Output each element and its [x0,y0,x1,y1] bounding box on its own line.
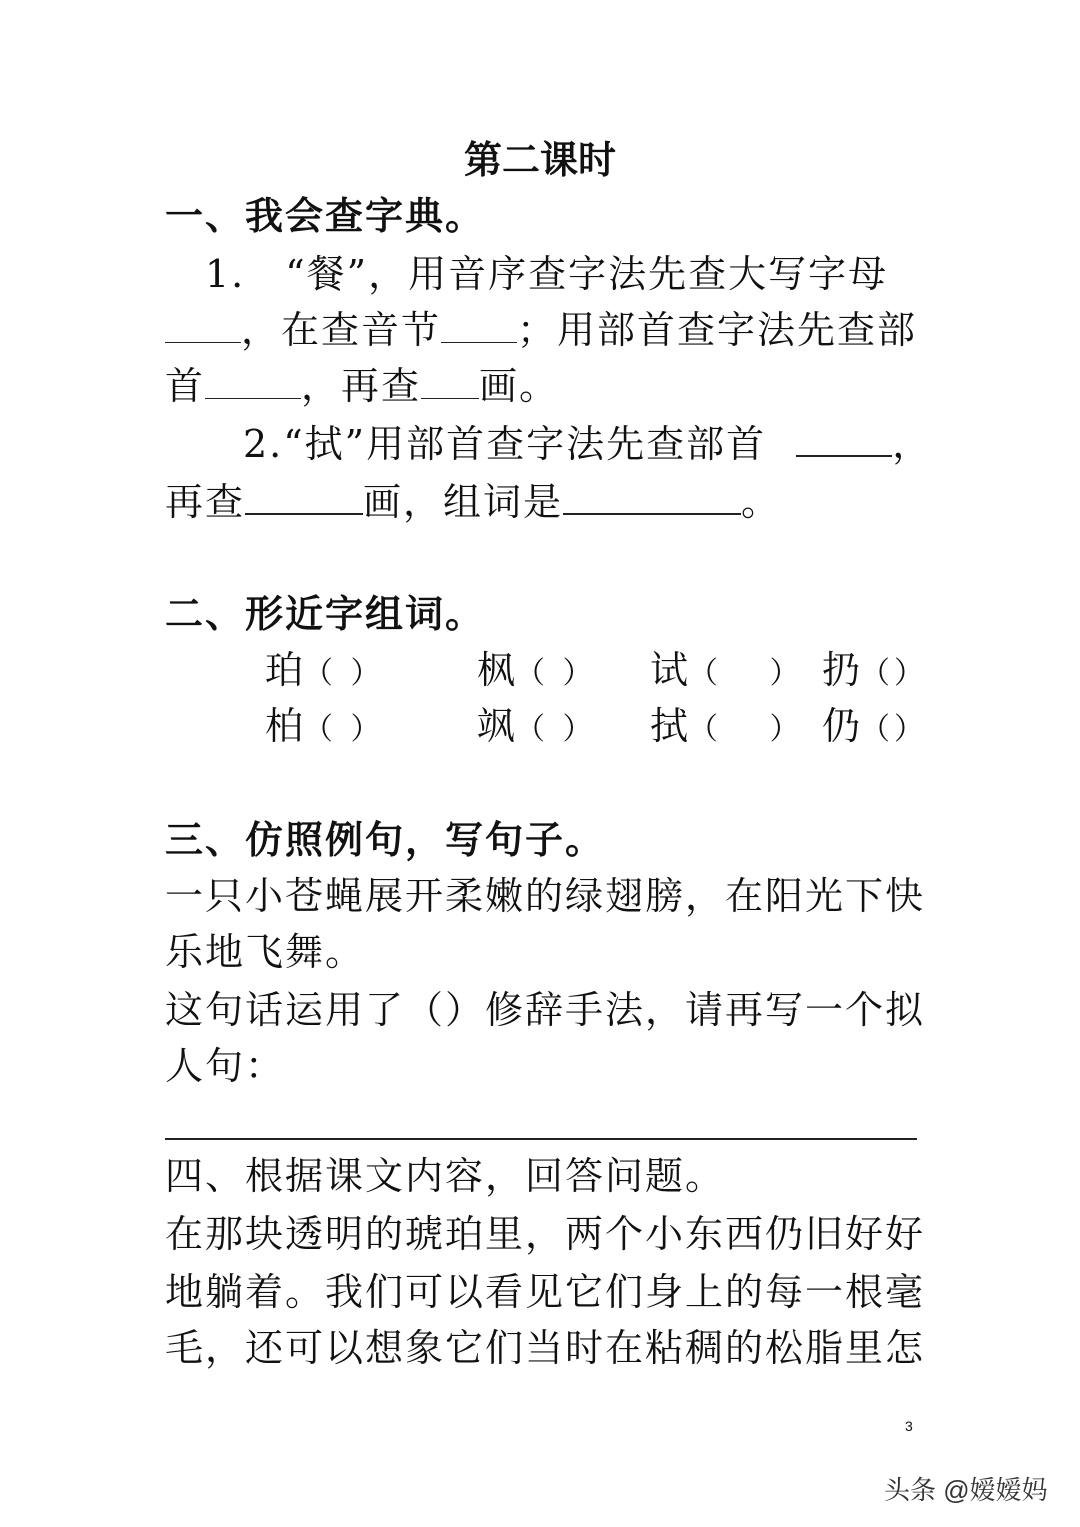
answer-blank[interactable] [165,312,241,343]
q1-text: 首 [165,364,206,408]
q2-text: 画，组词是 [363,480,564,524]
page-title: 第二课时 [463,137,616,182]
char-item: 拭 [650,704,689,748]
answer-blank[interactable] [205,368,301,399]
char-item: 枫 [477,648,516,692]
section1-q1-line1: 1. “餐”，用音序查字法先查大写字母 [205,252,889,296]
q2-text: 再查 [165,480,246,524]
section3-example-line1: 一只小苍蝇展开柔嫩的绿翅膀，在阳光下快 [165,874,926,918]
section1-q2-line1 [243,420,933,468]
q1-text: ；用部首查字法先查部 [517,308,918,352]
char-item: 柏 [265,704,304,748]
word-pair-row-1-item-2 [477,646,597,698]
section1-q1-line3 [165,362,917,410]
answer-paren[interactable]: （ ） [303,712,385,747]
answer-paren[interactable]: （） [860,712,929,747]
q2-text: ， [892,422,933,466]
char-item: 仍 [822,704,861,748]
answer-blank[interactable] [563,483,741,515]
char-item: 试 [650,648,689,692]
section2-heading: 二、形近字组词。 [165,591,486,636]
sentence-answer-line[interactable] [165,1138,917,1140]
section1-q2-line2 [165,478,917,526]
answer-paren[interactable]: （ ） [515,656,597,691]
char-item: 珀 [265,648,304,692]
q2-text: 。 [741,480,782,524]
q2-text: 2.“拭”用部首查字法先查部首 [243,422,767,466]
word-pair-row-2 [265,702,385,754]
section3-prompt-line1: 这句话运用了（）修辞手法，请再写一个拟 [165,988,926,1032]
answer-paren[interactable]: （ ） [688,656,804,691]
char-item: 飒 [477,704,516,748]
answer-blank[interactable] [421,368,479,399]
word-pair-row-1-item-4 [822,646,928,698]
answer-blank[interactable] [441,312,517,343]
q1-text: 画。 [479,364,560,408]
answer-blank[interactable] [796,425,892,457]
answer-paren[interactable]: （） [860,656,929,691]
section3-heading: 三、仿照例句，写句子。 [165,817,606,862]
answer-blank[interactable] [245,483,363,515]
section4-heading: 四、根据课文内容，回答问题。 [165,1154,726,1198]
q1-text: ，在查音节 [241,308,442,352]
word-pair-row-1 [265,646,385,698]
watermark: 头条 @嫒嫒妈 [884,1475,1048,1505]
section1-q1-line2 [165,306,917,354]
answer-paren[interactable]: （ ） [515,712,597,747]
char-item: 扔 [822,648,861,692]
section4-passage-line3: 毛，还可以想象它们当时在粘稠的松脂里怎 [165,1326,926,1370]
page-number: 3 [905,1418,913,1434]
section3-example-line2: 乐地飞舞。 [165,930,366,974]
word-pair-row-1-item-3 [650,646,804,698]
section4-passage-line2: 地躺着。我们可以看见它们身上的每一根毫 [165,1270,926,1314]
section4-passage-line1: 在那块透明的琥珀里，两个小东西仍旧好好 [165,1212,926,1256]
q1-text: ，再查 [301,364,422,408]
word-pair-row-2-item-4 [822,702,928,754]
section3-prompt-line2: 人句： [165,1044,286,1088]
word-pair-row-2-item-3 [650,702,804,754]
answer-paren[interactable]: （ ） [688,712,804,747]
answer-paren[interactable]: （ ） [303,656,385,691]
word-pair-row-2-item-2 [477,702,597,754]
section1-heading: 一、我会查字典。 [165,193,486,238]
